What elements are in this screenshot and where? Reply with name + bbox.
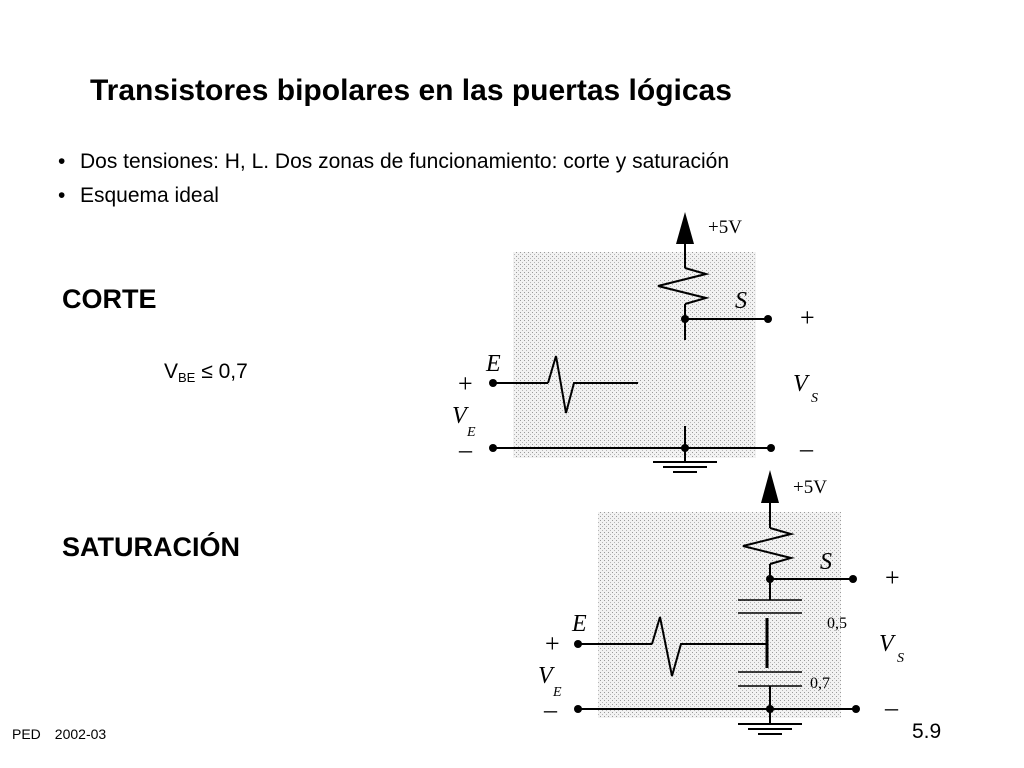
ground-terminal-dot	[574, 705, 582, 713]
input-plus-label: +	[545, 629, 560, 658]
slide-title: Transistores bipolares en las puertas lógicas	[90, 74, 732, 107]
output-voltage-label: V	[793, 371, 808, 397]
condition-symbol: V	[164, 360, 179, 383]
page-number: 5.9	[912, 720, 942, 743]
output-plus-label: +	[885, 563, 900, 592]
footer	[12, 726, 106, 742]
supply-arrow-icon	[761, 470, 779, 503]
output-node-dot	[681, 315, 689, 323]
ground-terminal-dot	[489, 444, 497, 452]
bullet-marker: •	[58, 184, 66, 207]
corte-heading: CORTE	[62, 284, 157, 314]
condition-subscript: BE	[178, 370, 196, 385]
saturacion-circuit	[538, 470, 904, 734]
output-minus-label: –	[800, 434, 813, 463]
course-year: 2002-03	[54, 726, 107, 742]
input-voltage-label: V	[538, 663, 553, 689]
condition-relation: ≤	[201, 360, 213, 383]
supply-arrow-icon	[676, 212, 694, 244]
voltage-drop-label: 0,5	[827, 615, 847, 632]
output-minus-label: –	[885, 693, 898, 722]
bullet-text: Esquema ideal	[80, 184, 219, 207]
supply-label: +5V	[708, 217, 742, 238]
input-terminal-dot	[574, 640, 582, 648]
input-node-label: E	[572, 611, 587, 637]
input-voltage-label: V	[452, 403, 467, 429]
input-node-label: E	[486, 351, 501, 377]
output-voltage-subscript: S	[897, 651, 904, 666]
input-voltage-subscript: E	[467, 425, 476, 440]
output-terminal-dot	[849, 575, 857, 583]
voltage-drop-label: 0,7	[810, 675, 830, 692]
ground-terminal-dot	[852, 705, 860, 713]
input-plus-label: +	[458, 369, 473, 398]
supply-label: +5V	[793, 477, 827, 498]
saturacion-heading: SATURACIÓN	[62, 532, 240, 562]
condition-value: 0,7	[218, 360, 248, 383]
input-terminal-dot	[489, 379, 497, 387]
saturacion-transistor-box	[598, 512, 841, 718]
emitter-node-dot	[766, 705, 774, 713]
bullet-text: Dos tensiones: H, L. Dos zonas de funcionamiento: corte y saturación	[80, 150, 730, 173]
input-minus-label: –	[459, 435, 472, 464]
output-voltage-subscript: S	[811, 391, 818, 406]
output-node-dot	[766, 575, 774, 583]
input-voltage-subscript: E	[553, 685, 562, 700]
output-terminal-dot	[764, 315, 772, 323]
input-minus-label: –	[544, 695, 557, 724]
output-plus-label: +	[800, 303, 815, 332]
output-voltage-label: V	[879, 631, 894, 657]
output-node-label: S	[735, 288, 747, 314]
bullet-marker: •	[58, 150, 66, 173]
course-code: PED	[12, 726, 41, 742]
ground-terminal-dot	[767, 444, 775, 452]
emitter-node-dot	[681, 444, 689, 452]
corte-transistor-box	[513, 252, 756, 458]
output-node-label: S	[820, 549, 832, 575]
corte-circuit	[452, 212, 818, 472]
